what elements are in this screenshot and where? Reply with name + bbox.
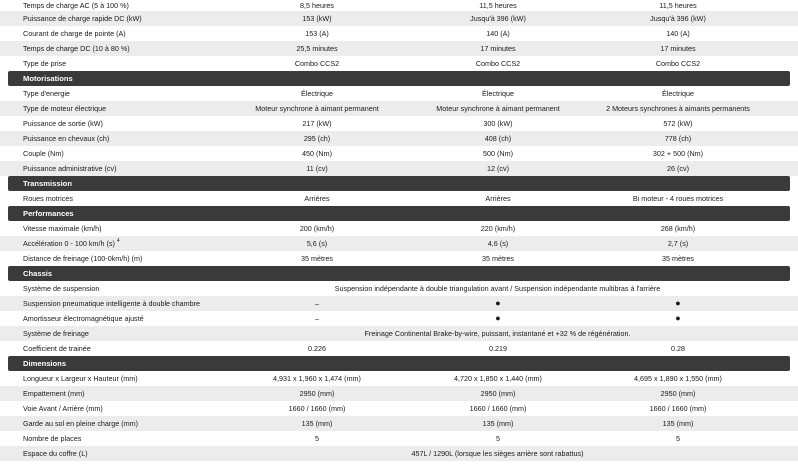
row-label: Temps de charge DC (10 à 80 %) — [23, 44, 130, 53]
row-label: Empattement (mm) — [23, 389, 85, 398]
row-value-span: Suspension indépendante à double triangulation avant / Suspension indépendante multibras à l'arrière — [334, 284, 661, 293]
row-value: Moteur synchrone à aimant permanent — [436, 104, 560, 113]
row-value: 5 — [676, 434, 680, 443]
row-value: 35 mètres — [482, 254, 514, 263]
row-value: 140 (A) — [486, 29, 510, 38]
row-value: 408 (ch) — [484, 134, 512, 143]
table-row — [0, 326, 798, 341]
table-row — [0, 146, 798, 161]
row-value: 8,5 heures — [300, 1, 334, 10]
row-label: Couple (Nm) — [23, 149, 64, 158]
row-label: Nombre de places — [23, 434, 82, 443]
row-value: 2950 (mm) — [299, 389, 335, 398]
dash-icon: – — [315, 314, 319, 323]
row-value: 5 — [496, 434, 500, 443]
row-value: 1660 / 1660 (mm) — [469, 404, 527, 413]
row-value: Bi moteur - 4 roues motrices — [632, 194, 724, 203]
bullet-icon: ● — [495, 313, 501, 323]
row-value: Jusqu'à 396 (kW) — [650, 14, 706, 23]
row-value-span: Freinage Continental Brake-by-wire, puissant, instantané et +32 % de régénération. — [364, 329, 631, 338]
row-label: Espace du coffre (L) — [23, 449, 88, 458]
section-title: Chassis — [23, 269, 53, 278]
row-value: 35 mètres — [301, 254, 333, 263]
table-row — [0, 341, 798, 356]
row-value: 300 (kW) — [483, 119, 513, 128]
row-label-cell — [23, 236, 120, 251]
section-header-motorisations — [8, 71, 790, 86]
row-value: Combo CCS2 — [655, 59, 701, 68]
row-label: Courant de charge de pointe (A) — [23, 29, 126, 38]
table-row — [0, 431, 798, 446]
row-value: Électrique — [662, 89, 694, 98]
section-title: Dimensions — [23, 359, 67, 368]
row-label: Puissance de charge rapide DC (kW) — [23, 14, 142, 23]
row-value: 4,6 (s) — [487, 239, 509, 248]
row-value: 5 — [315, 434, 319, 443]
row-label: Longueur x Largeur x Hauteur (mm) — [23, 374, 138, 383]
table-row — [0, 296, 798, 311]
row-value: 135 (mm) — [301, 419, 333, 428]
row-value: 450 (Nm) — [302, 149, 332, 158]
row-value: Moteur synchrone à aimant permanent — [255, 104, 379, 113]
table-row — [0, 416, 798, 431]
row-value: 2 Moteurs synchrones à aimants permanents — [606, 104, 750, 113]
row-value: 25,5 minutes — [296, 44, 338, 53]
row-value: Électrique — [301, 89, 333, 98]
table-row — [0, 56, 798, 71]
row-label: Coefficient de trainée — [23, 344, 91, 353]
table-row — [0, 86, 798, 101]
row-value: Combo CCS2 — [294, 59, 340, 68]
row-value: 220 (km/h) — [480, 224, 516, 233]
table-row — [0, 236, 798, 251]
row-label: Distance de freinage (100-0km/h) (m) — [23, 254, 143, 263]
row-label: Amortisseur électromagnétique ajusté — [23, 314, 144, 323]
row-value: 5,6 (s) — [306, 239, 328, 248]
row-value: 153 (A) — [305, 29, 329, 38]
bullet-icon: ● — [675, 313, 681, 323]
section-header-dimensions — [8, 356, 790, 371]
row-label: Puissance en chevaux (ch) — [23, 134, 110, 143]
row-value: 12 (cv) — [487, 164, 509, 173]
row-value: 295 (ch) — [303, 134, 331, 143]
table-row — [0, 26, 798, 41]
section-header-chassis — [8, 266, 790, 281]
row-value: 2950 (mm) — [660, 389, 696, 398]
table-row — [0, 101, 798, 116]
row-value: 11 (cv) — [306, 164, 328, 173]
section-header-transmission — [8, 176, 790, 191]
row-value: 0.226 — [308, 344, 326, 353]
row-value: 17 minutes — [480, 44, 516, 53]
bullet-icon: ● — [675, 298, 681, 308]
row-value: 778 (ch) — [664, 134, 692, 143]
row-value: 200 (km/h) — [299, 224, 335, 233]
row-value: 0.219 — [489, 344, 507, 353]
row-label: Puissance de sortie (kW) — [23, 119, 103, 128]
row-value: 302 + 500 (Nm) — [652, 149, 704, 158]
row-value-span: 457L / 1290L (lorsque les sièges arrière sont rabattus) — [411, 449, 584, 458]
row-value: Arrières — [304, 194, 330, 203]
table-row — [0, 131, 798, 146]
table-row — [0, 281, 798, 296]
row-label: Accélération 0 - 100 km/h (s) — [23, 239, 115, 248]
row-value: 26 (cv) — [667, 164, 689, 173]
row-value: 500 (Nm) — [483, 149, 513, 158]
row-value: 268 (km/h) — [660, 224, 696, 233]
table-row — [0, 116, 798, 131]
table-row — [0, 251, 798, 266]
bullet-icon: ● — [495, 298, 501, 308]
table-row — [0, 401, 798, 416]
row-value: 0.28 — [671, 344, 685, 353]
table-row — [0, 446, 798, 461]
row-value: 2950 (mm) — [480, 389, 516, 398]
row-label: Type de moteur électrique — [23, 104, 107, 113]
row-label: Système de freinage — [23, 329, 89, 338]
row-value: 153 (kW) — [302, 14, 332, 23]
table-row — [0, 371, 798, 386]
row-value: 17 minutes — [660, 44, 696, 53]
table-row — [0, 191, 798, 206]
row-value: 140 (A) — [666, 29, 690, 38]
row-label: Vitesse maximale (km/h) — [23, 224, 102, 233]
row-label: Voie Avant / Arrière (mm) — [23, 404, 103, 413]
row-value: Jusqu'à 396 (kW) — [470, 14, 526, 23]
table-row — [0, 11, 798, 26]
row-value: 35 mètres — [662, 254, 694, 263]
section-header-performances — [8, 206, 790, 221]
row-value: 572 (kW) — [663, 119, 693, 128]
row-value: Combo CCS2 — [475, 59, 521, 68]
row-value: 11,5 heures — [479, 1, 517, 10]
row-value: Arrières — [485, 194, 511, 203]
row-label: Suspension pneumatique intelligente à double chambre — [23, 299, 201, 308]
row-value: 11,5 heures — [659, 1, 697, 10]
row-label: Temps de charge AC (5 à 100 %) — [23, 1, 129, 10]
row-value: 4,931 x 1,960 x 1,474 (mm) — [273, 374, 361, 383]
footnote-marker: 4 — [116, 238, 120, 244]
table-row — [0, 311, 798, 326]
row-value: 135 (mm) — [482, 419, 514, 428]
row-label: Puissance administrative (cv) — [23, 164, 117, 173]
section-title: Performances — [23, 209, 74, 218]
table-row — [0, 0, 798, 11]
section-title: Transmission — [23, 179, 72, 188]
row-value: Électrique — [482, 89, 514, 98]
row-value: 2,7 (s) — [667, 239, 689, 248]
dash-icon: – — [315, 299, 319, 308]
row-label: Type d'energie — [23, 89, 70, 98]
table-row — [0, 221, 798, 236]
row-value: 217 (kW) — [302, 119, 332, 128]
row-value: 135 (mm) — [662, 419, 694, 428]
row-label: Garde au sol en pleine charge (mm) — [23, 419, 139, 428]
row-value: 4,720 x 1,850 x 1,440 (mm) — [454, 374, 542, 383]
table-row — [0, 41, 798, 56]
row-label: Système de suspension — [23, 284, 100, 293]
row-label: Type de prise — [23, 59, 67, 68]
table-row — [0, 161, 798, 176]
row-label: Roues motrices — [23, 194, 73, 203]
section-title: Motorisations — [23, 74, 73, 83]
row-value: 1660 / 1660 (mm) — [649, 404, 707, 413]
row-value: 1660 / 1660 (mm) — [288, 404, 346, 413]
table-row — [0, 386, 798, 401]
row-value: 4,695 x 1,890 x 1,550 (mm) — [634, 374, 722, 383]
